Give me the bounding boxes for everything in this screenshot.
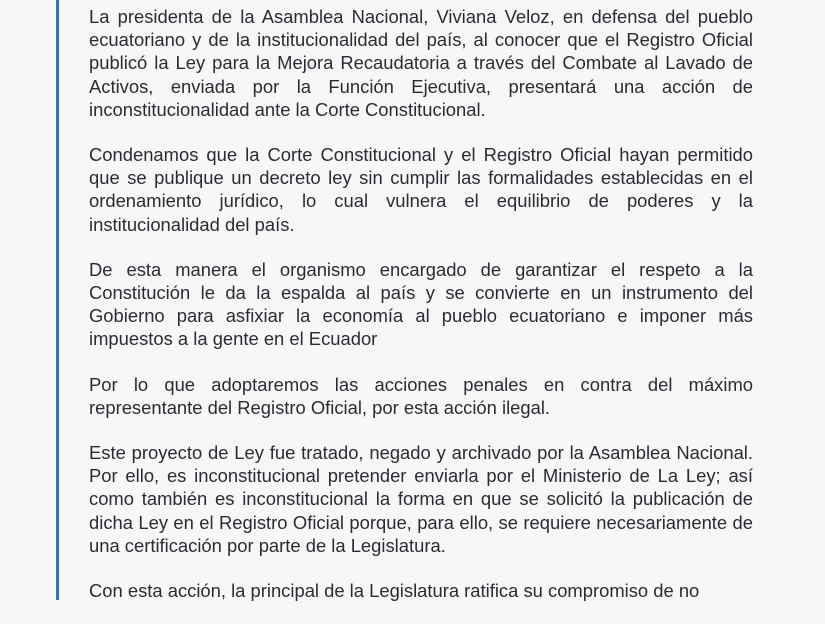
paragraph-3: De esta manera el organismo encargado de garantizar el respeto a la Constitución le da la espalda al país y se convierte en un instrumento del Gobierno para asfixiar la economía al pueblo ecuatoriano e imponer más impuestos a la gente en el Ecuador xyxy=(89,258,753,350)
paragraph-6: Con esta acción, la principal de la Legislatura ratifica su compromiso de no xyxy=(89,580,700,602)
paragraph-4: Por lo que adoptaremos las acciones penales en contra del máximo representante del Registro Oficial, por esta acción ilegal. xyxy=(89,373,753,418)
paragraph-1: La presidenta de la Asamblea Nacional, Viviana Veloz, en defensa del pueblo ecuatoriano y de la institucionalidad del país, al conocer que el Registro Oficial publicó la Ley para la Mejora Recaudatoria a través del Combate al Lavado de Activos, enviada por la Función Ejecutiva, presentará una acción de inconstitucionalidad ante la Corte Constitucional. xyxy=(89,6,753,120)
statement-body xyxy=(89,5,753,624)
left-accent-rule xyxy=(56,0,59,600)
paragraph-2: Condenamos que la Corte Constitucional y el Registro Oficial hayan permitido que se publique un decreto ley sin cumplir las formalidades establecidas en el ordenamiento jurídico, lo cual vulnera el equilibrio de poderes y la institucionalidad del país. xyxy=(89,144,753,235)
paragraph-5: Este proyecto de Ley fue tratado, negado y archivado por la Asamblea Nacional. Por ello, es inconstitucional pretender enviarla por el Ministerio de La Ley; así como también es inconstitucional la forma en que se solicitó la publicación de dicha Ley en el Registro Oficial porque, para ello, se requiere necesariamente de una certificación por parte de la Legislatura. xyxy=(89,442,753,556)
